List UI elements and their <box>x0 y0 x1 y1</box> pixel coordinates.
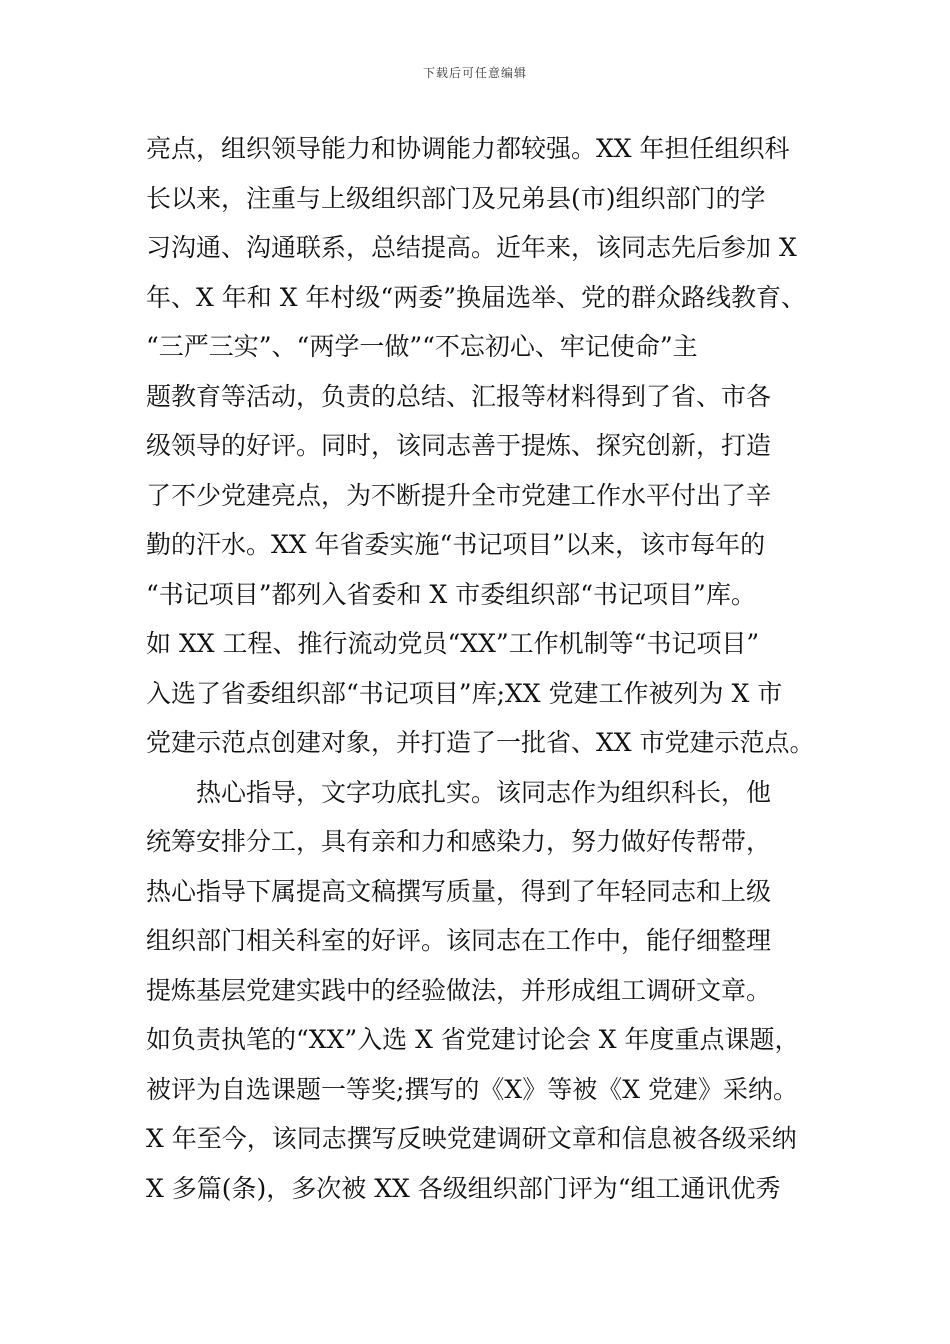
text-line: 年、X 年和 X 年村级“两委”换届选举、党的群众路线教育、 <box>146 282 806 312</box>
paragraph-first-line: 热心指导，文字功底扎实。该同志作为组织科长，他 <box>196 777 772 807</box>
text-line: 了不少党建亮点，为不断提升全市党建工作水平付出了辛 <box>146 480 772 510</box>
text-line: “书记项目”都列入省委和 X 市委组织部“书记项目”库。 <box>146 579 756 609</box>
text-line: 提炼基层党建实践中的经验做法，并形成组工调研文章。 <box>146 975 772 1005</box>
text-line: “三严三实”、“两学一做”“不忘初心、牢记使命”主 <box>146 332 698 361</box>
text-line: 习沟通、沟通联系，总结提高。近年来，该同志先后参加 X <box>146 233 797 262</box>
text-line: 题教育等活动，负责的总结、汇报等材料得到了省、市各 <box>146 381 772 411</box>
text-line: 勤的汗水。XX 年省委实施“书记项目”以来，该市每年的 <box>146 530 766 559</box>
text-line: X 多篇(条)，多次被 XX 各级组织部门评为“组工通讯优秀 <box>146 1173 781 1203</box>
text-line: 热心指导下属提高文稿撰写质量，得到了年轻同志和上级 <box>146 876 772 906</box>
text-line: 如 XX 工程、推行流动党员“XX”工作机制等“书记项目” <box>146 629 760 658</box>
text-line: 亮点，组织领导能力和协调能力都较强。XX 年担任组织科 <box>146 134 790 163</box>
text-line: 党建示范点创建对象，并打造了一批省、XX 市党建示范点。 <box>146 728 815 757</box>
text-line: 组织部门相关科室的好评。该同志在工作中，能仔细整理 <box>146 926 772 955</box>
text-line: 级领导的好评。同时，该同志善于提炼、探究创新，打造 <box>146 431 772 460</box>
text-line: 如负责执笔的“XX”入选 X 省党建讨论会 X 年度重点课题， <box>146 1025 800 1054</box>
text-line: 被评为自选课题一等奖;撰写的《X》等被《X 党建》采纳。 <box>146 1074 798 1104</box>
text-line: 长以来，注重与上级组织部门及兄弟县(市)组织部门的学 <box>146 183 766 213</box>
text-line: 入选了省委组织部“书记项目”库;XX 党建工作被列为 X 市 <box>146 678 783 708</box>
text-line: 统筹安排分工，具有亲和力和感染力，努力做好传帮带， <box>146 827 772 856</box>
text-line: X 年至今，该同志撰写反映党建调研文章和信息被各级采纳 <box>146 1124 797 1153</box>
page-header: 下载后可任意编辑 <box>422 66 527 80</box>
